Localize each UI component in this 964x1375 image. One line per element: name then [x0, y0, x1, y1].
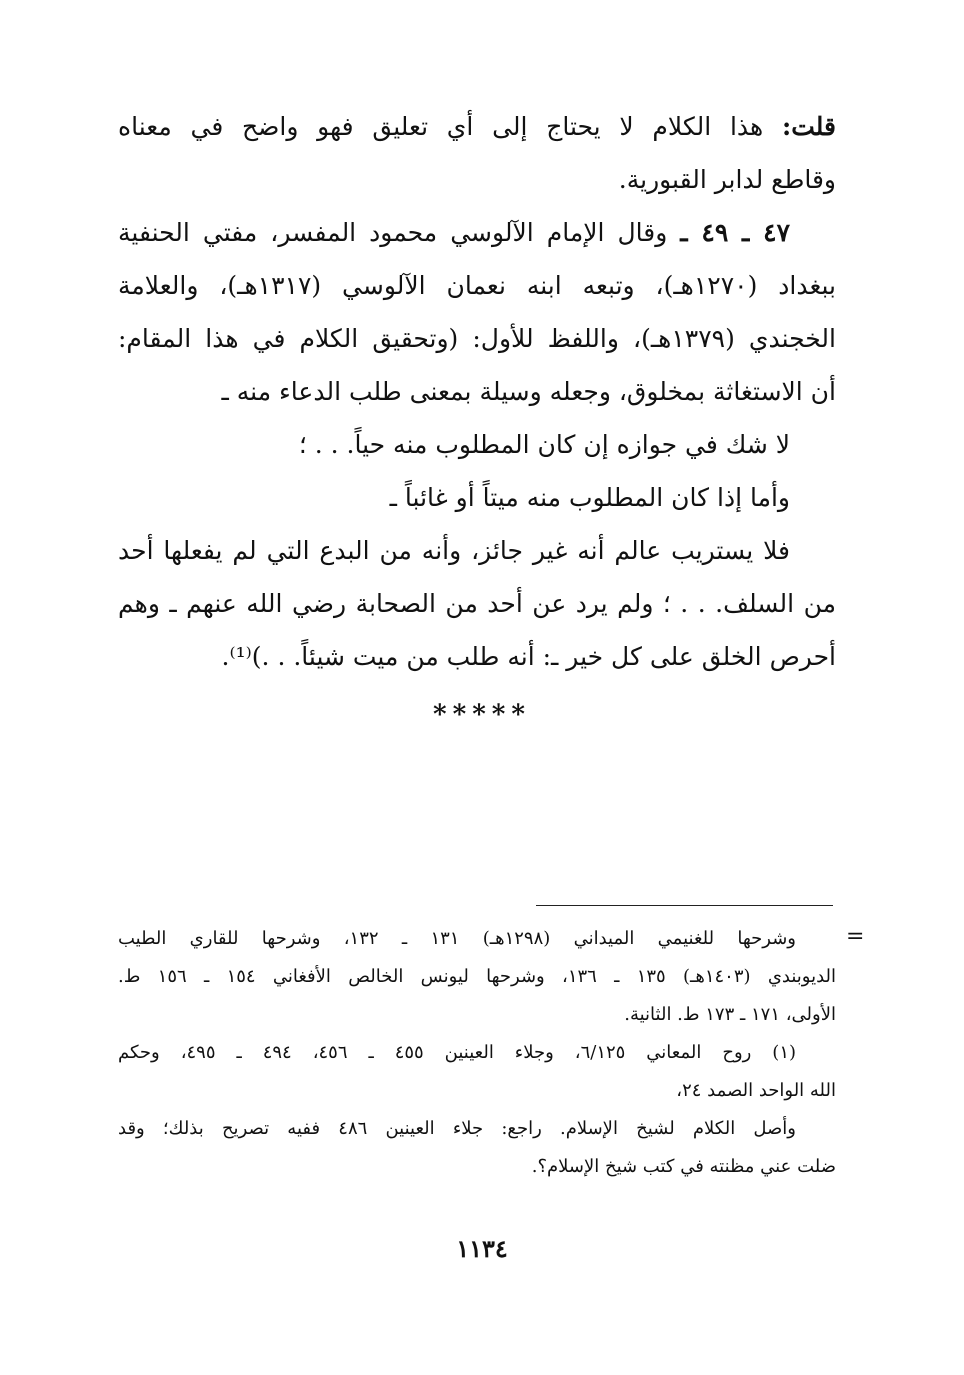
text-span: وقال الإمام الآلوسي محمود المفسر، مفتي الحنفية [118, 218, 668, 247]
text-span: هذا الكلام لا يحتاج إلى أي تعليق فهو واضح في معناه [118, 112, 764, 141]
text-line: من السلف. . . ؛ ولم يرد عن أحد من الصحابة رضي الله عنهم ـ وهم [118, 589, 836, 618]
text-line: أحرص الخلق على كل خير ـ: أنه طلب من ميت شيئاً. . .)⁽¹⁾. [221, 642, 836, 671]
text-line [118, 206, 836, 259]
lead-word: قلت: [782, 112, 836, 141]
text-line: أن الاستغاثة بمخلوق، وجعله وسيلة بمعنى طلب الدعاء منه ـ [221, 377, 836, 406]
item-number: ٤٧ ـ ٤٩ ـ [680, 218, 791, 247]
footnote-line: وأصل الكلام لشيخ الإسلام. راجع: جلاء العينين ٤٨٦ ففيه تصريح بذلك؛ وقد [118, 1118, 796, 1139]
footnote-rule [536, 905, 833, 906]
footnote-line: الله الواحد الصمد ٢٤، [676, 1080, 836, 1101]
footnote-line: وشرحها للغنيمي الميداني (١٢٩٨هـ) ١٣١ ـ ١٣٢، وشرحها للقاري الطيب [118, 928, 797, 949]
footnote-line: ضلت عني مظنته في كتب شيخ الإسلام؟. [531, 1156, 836, 1177]
page-number: ١١٣٤ [456, 1234, 508, 1263]
text-line: فلا يستريب عالم أنه غير جائز، وأنه من البدع التي لم يفعلها أحد [118, 536, 790, 565]
footnotes [118, 920, 836, 1186]
text-line: ببغداد (١٢٧٠هـ)، وتبعه ابنه نعمان الآلوسي (١٣١٧هـ)، والعلامة [118, 271, 836, 300]
footnote-line: الأولى، ١٧١ ـ ١٧٣ ط. الثانية. [624, 1004, 836, 1025]
continuation-mark: = [846, 924, 865, 949]
text-line: الخجندي (١٣٧٩هـ)، واللفظ للأول: (وتحقيق الكلام في هذا المقام: [118, 324, 836, 353]
text-line [118, 100, 836, 153]
text-line: وقاطع لدابر القبورية. [618, 165, 836, 194]
main-text [118, 100, 836, 683]
footnote-line: (١) روح المعاني ٦/١٢٥، وجلاء العينين ٤٥٥ ـ ٤٥٦، ٤٩٤ ـ ٤٩٥، وحكم [118, 1042, 797, 1063]
section-separator: ***** [433, 700, 531, 730]
footnote-line: الديوبندي (١٤٠٣هـ) ١٣٥ ـ ١٣٦، وشرحها ليونس الخالص الأفغاني ١٥٤ ـ ١٥٦ ط. [118, 966, 836, 987]
text-line: لا شك في جوازه إن كان المطلوب منه حياً. . . ؛ [298, 430, 790, 459]
text-line: وأما إذا كان المطلوب منه ميتاً أو غائباً ـ [389, 483, 790, 512]
